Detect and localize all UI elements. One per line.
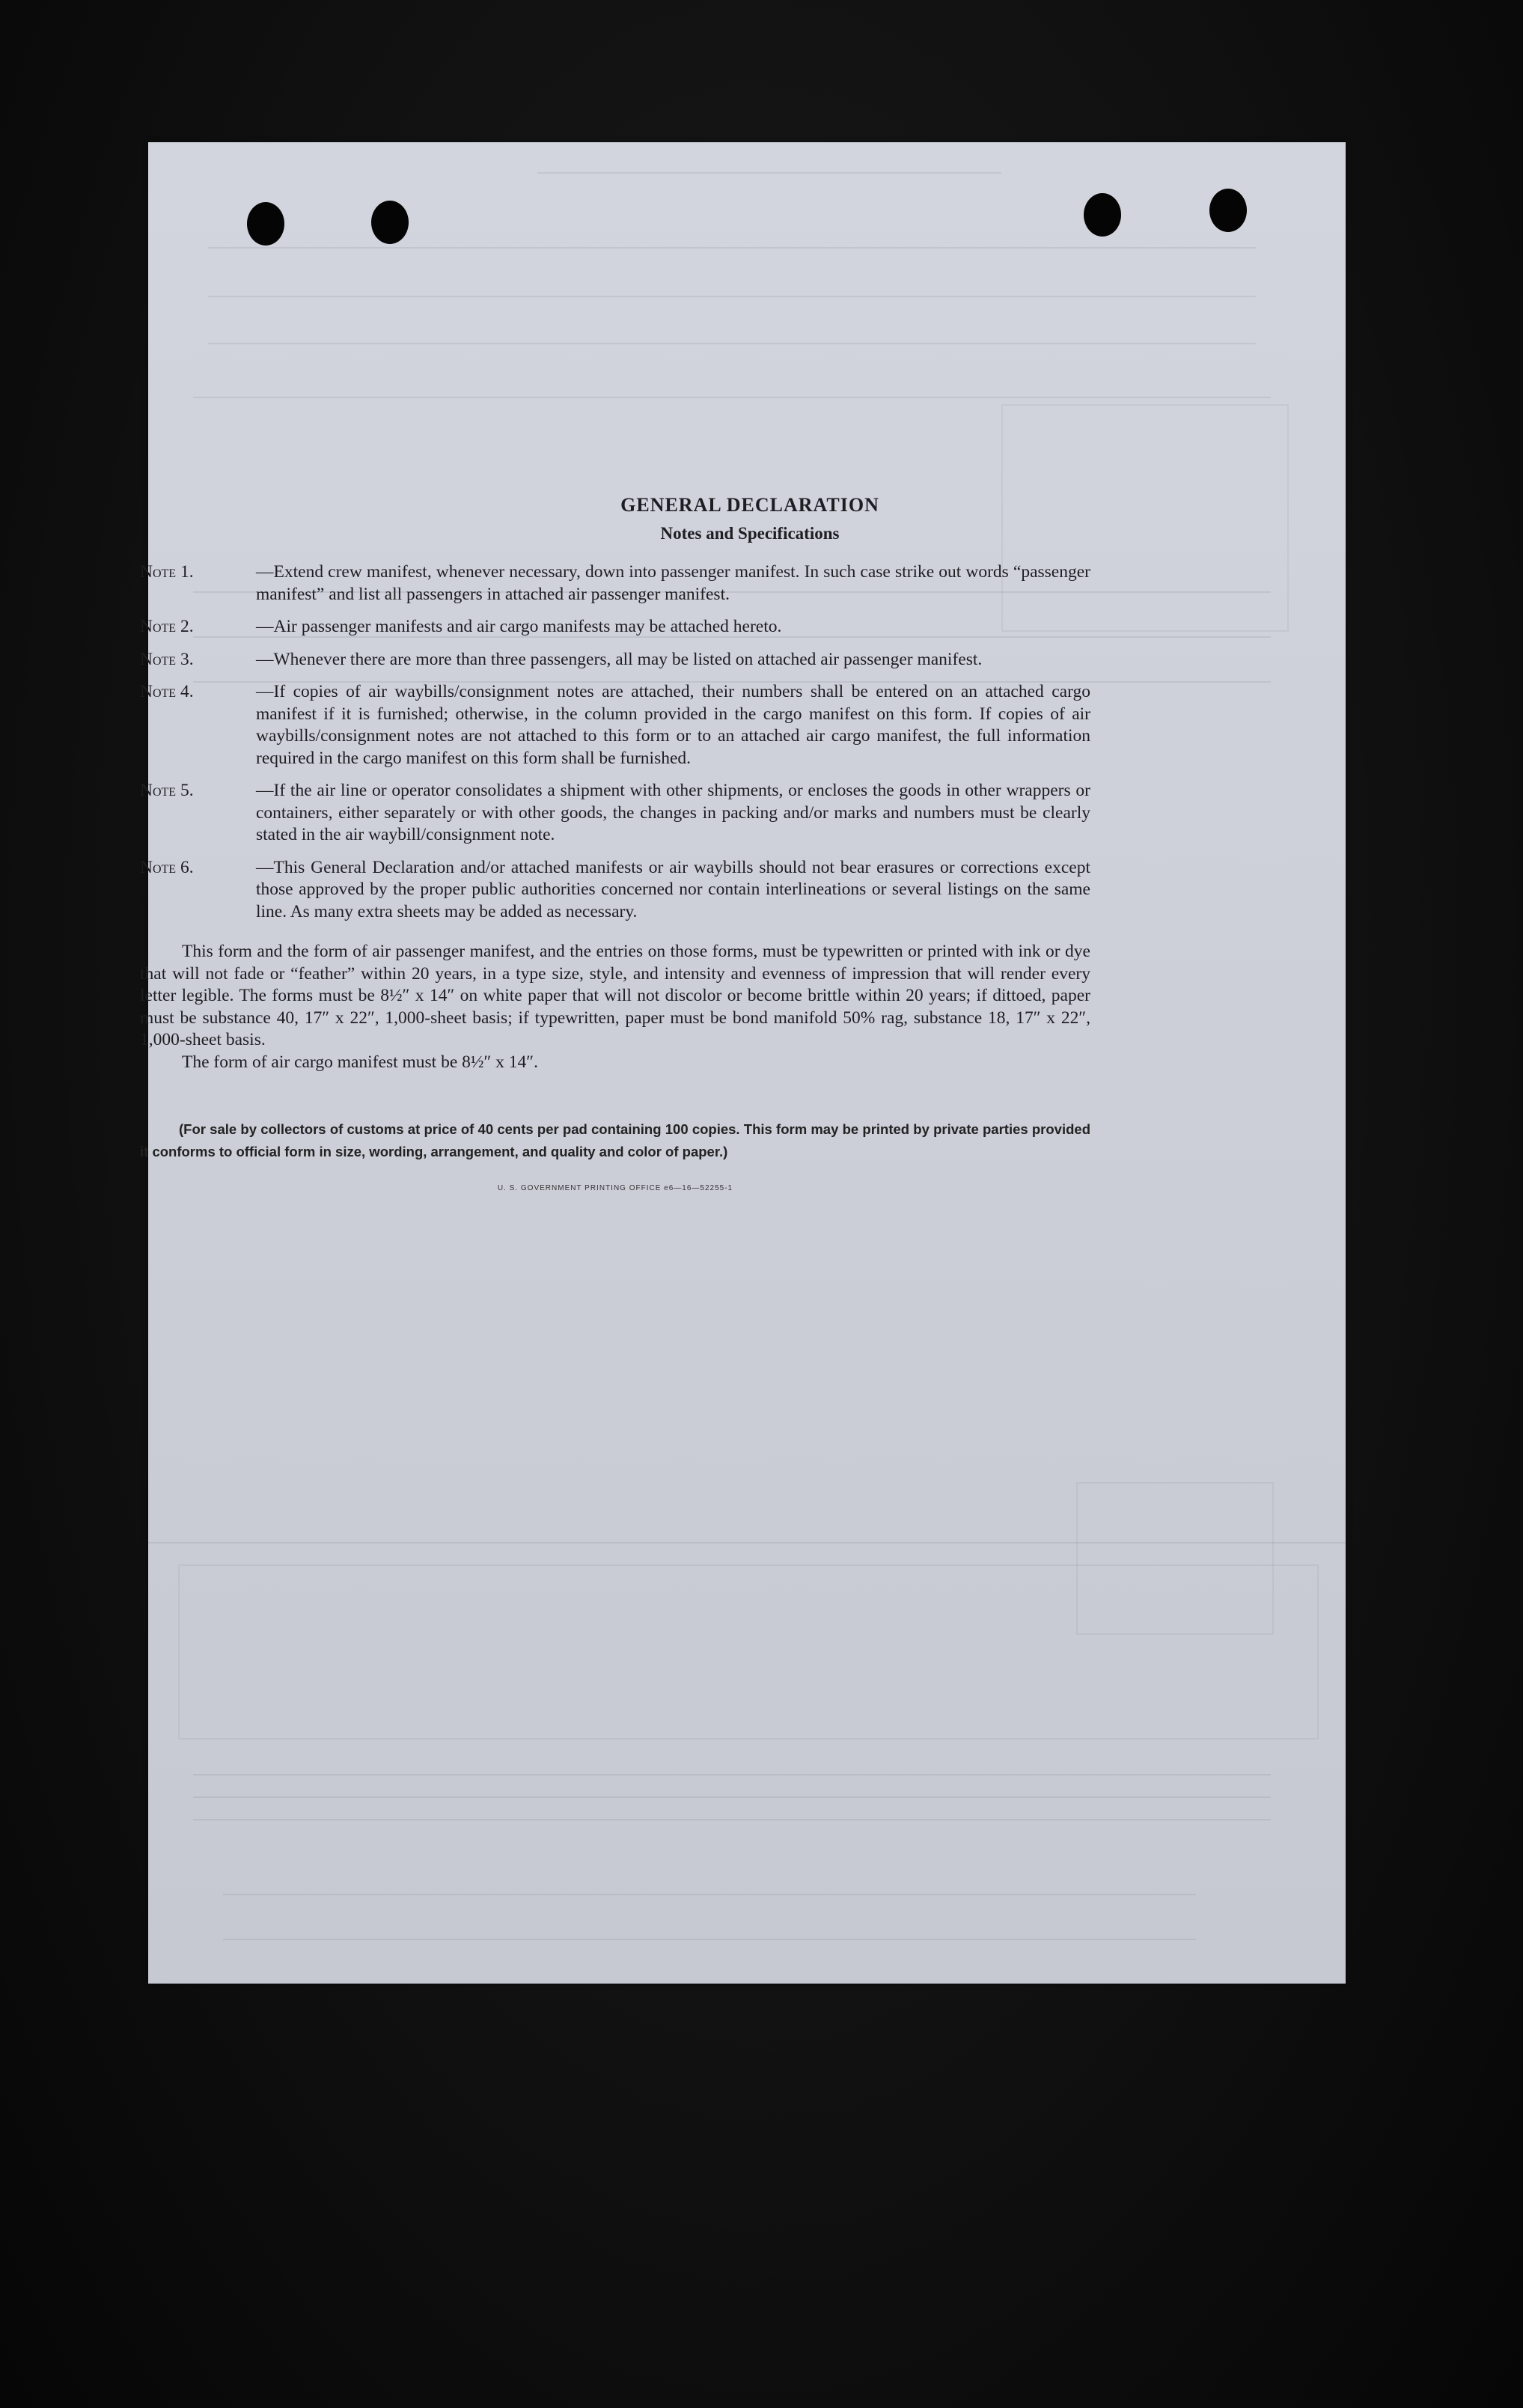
note-2 bbox=[140, 616, 1090, 638]
note-text: —This General Declaration and/or attached manifests or air waybills should not bear erasures or corrections except those approved by the proper public authorities concerned nor contain interlineations or several listings on the same line. As many extra sheets may be added as necessary. bbox=[256, 857, 1090, 921]
note-label: Note 3. bbox=[140, 649, 194, 669]
printer-imprint: U. S. GOVERNMENT PRINTING OFFICE e6—16—52255-1 bbox=[497, 1184, 733, 1192]
punch-hole-left-2 bbox=[371, 201, 409, 244]
note-label: Note 6. bbox=[140, 857, 194, 877]
punch-hole-right-2 bbox=[1209, 189, 1247, 232]
note-text: —Air passenger manifests and air cargo manifests may be attached hereto. bbox=[256, 617, 782, 636]
punch-hole-left-1 bbox=[247, 202, 284, 246]
cargo-manifest-size-paragraph: The form of air cargo manifest must be 8½″ x 14″. bbox=[182, 1052, 538, 1072]
note-text: —Whenever there are more than three passengers, all may be listed on attached air passenger manifest. bbox=[256, 649, 983, 669]
declaration-notes bbox=[140, 494, 1218, 1192]
note-text: —Extend crew manifest, whenever necessary, down into passenger manifest. In such case strike out words “passenger manifest” and list all passengers in attached air passenger manifest. bbox=[256, 562, 1090, 604]
note-3 bbox=[140, 649, 1090, 671]
note-4 bbox=[140, 681, 1090, 769]
note-label: Note 4. bbox=[140, 682, 194, 701]
note-text: —If copies of air waybills/consignment notes are attached, their numbers shall be entered on an attached cargo manifest if it is furnished; otherwise, in the column provided in the cargo manifest on this form. If copies of air waybills/consignment notes are not attached to this form or to an attached air cargo manifest, the full information required in the cargo manifest on this form shall be furnished. bbox=[256, 682, 1090, 768]
document-title: GENERAL DECLARATION bbox=[620, 494, 879, 516]
note-label: Note 5. bbox=[140, 781, 194, 800]
note-5 bbox=[140, 780, 1090, 847]
form-specification-paragraph: This form and the form of air passenger manifest, and the entries on those forms, must be typewritten or printed with ink or dye that will not fade or “feather” within 20 years, in a type size, style, and intensity and evenness of impression that will render every letter legible. The forms must be 8½″ x 14″ on white paper that will not discolor or become brittle within 20 years; if dittoed, paper must be substance 40, 17″ x 22″, 1,000-sheet basis; if typewritten, paper must be bond manifold 50% rag, substance 18, 17″ x 22″, 1,000-sheet basis. bbox=[140, 942, 1090, 1049]
note-text: —If the air line or operator consolidates a shipment with other shipments, or encloses the goods in other wrappers or containers, either separately or with other goods, the changes in packing and/or marks and numbers must be clearly stated in the air waybill/consignment note. bbox=[256, 781, 1090, 844]
sale-note: (For sale by collectors of customs at price of 40 cents per pad containing 100 copies. This form may be printed by private parties provided it conforms to official form in size, wording, arrangement, and quality and color of paper.) bbox=[140, 1121, 1090, 1159]
note-1 bbox=[140, 561, 1090, 606]
punch-hole-right-1 bbox=[1084, 193, 1121, 237]
note-6 bbox=[140, 857, 1090, 924]
note-label: Note 2. bbox=[140, 617, 194, 636]
document-subtitle: Notes and Specifications bbox=[660, 524, 840, 543]
note-label: Note 1. bbox=[140, 562, 194, 582]
